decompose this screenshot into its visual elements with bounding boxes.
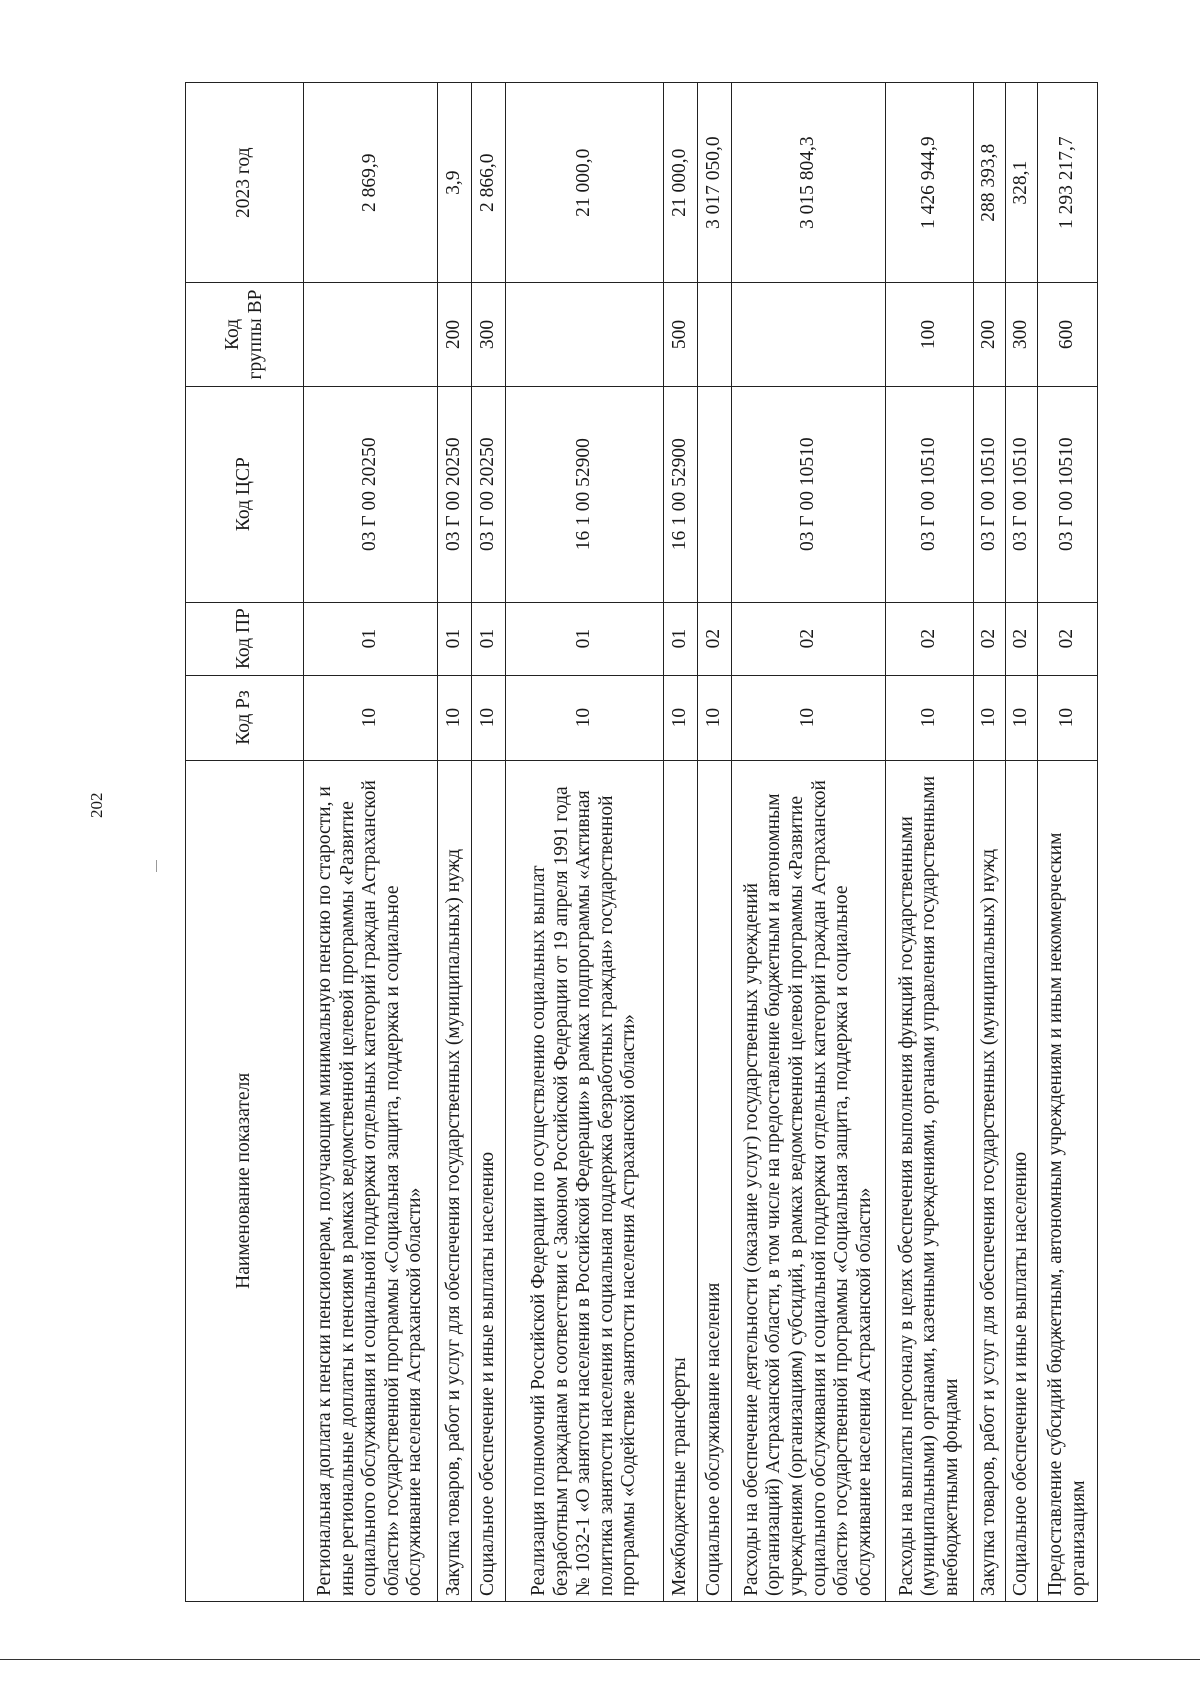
- table-row: [506, 83, 664, 1602]
- table-header-row: [186, 83, 304, 1602]
- row-csr: 16 1 00 52900: [506, 386, 664, 602]
- table-row: [698, 83, 732, 1602]
- header-csr: Код ЦСР: [186, 386, 304, 602]
- row-csr: 03 Г 00 20250: [438, 386, 472, 602]
- row-amount: 328,1: [1006, 83, 1038, 283]
- row-vr: [304, 283, 438, 386]
- table-row: [304, 83, 438, 1602]
- row-pr: 01: [664, 602, 698, 675]
- row-rz: 10: [886, 675, 974, 760]
- row-pr: 02: [974, 602, 1006, 675]
- row-pr: 02: [886, 602, 974, 675]
- row-rz: 10: [1006, 675, 1038, 760]
- table-row: [1006, 83, 1038, 1602]
- row-name: Межбюджетные трансферты: [664, 760, 698, 1601]
- row-amount: 1 426 944,9: [886, 83, 974, 283]
- row-amount: 21 000,0: [664, 83, 698, 283]
- row-vr: 300: [1006, 283, 1038, 386]
- table-row: [472, 83, 506, 1602]
- row-vr: 300: [472, 283, 506, 386]
- row-amount: 288 393,8: [974, 83, 1006, 283]
- row-pr: 01: [506, 602, 664, 675]
- header-pr: Код ПР: [186, 602, 304, 675]
- table-row: [1038, 83, 1098, 1602]
- row-csr: 03 Г 00 10510: [974, 386, 1006, 602]
- row-pr: 01: [472, 602, 506, 675]
- table-row: [438, 83, 472, 1602]
- page-number: 202: [87, 792, 106, 818]
- row-csr: 03 Г 00 20250: [472, 386, 506, 602]
- row-pr: 01: [304, 602, 438, 675]
- row-name: Социальное обеспечение и иные выплаты населению: [1006, 760, 1038, 1601]
- header-name: Наименование показателя: [186, 760, 304, 1601]
- row-amount: 1 293 217,7: [1038, 83, 1098, 283]
- row-amount: 2 869,9: [304, 83, 438, 283]
- row-rz: 10: [1038, 675, 1098, 760]
- row-name: Предоставление субсидий бюджетным, автономным учреждениям и иным некоммерческим организациям: [1038, 760, 1098, 1601]
- bottom-rule: [0, 1659, 1200, 1660]
- row-vr: 600: [1038, 283, 1098, 386]
- row-pr: 01: [438, 602, 472, 675]
- row-rz: 10: [438, 675, 472, 760]
- row-amount: 2 866,0: [472, 83, 506, 283]
- row-rz: 10: [732, 675, 886, 760]
- row-rz: 10: [506, 675, 664, 760]
- budget-table-rotated: [185, 82, 1089, 1602]
- row-csr: 03 Г 00 10510: [732, 386, 886, 602]
- row-csr: 03 Г 00 10510: [886, 386, 974, 602]
- row-name: Социальное обслуживание населения: [698, 760, 732, 1601]
- header-vr: Код группы ВР: [186, 283, 304, 386]
- row-vr: [698, 283, 732, 386]
- row-name: Закупка товаров, работ и услуг для обеспечения государственных (муниципальных) нужд: [974, 760, 1006, 1601]
- row-name: Расходы на обеспечение деятельности (оказание услуг) государственных учреждений (организаций) Астраханской области, в том числе на предоставление бюджетным и автономным учреждениям (организациям) субсидий, в рамках ведомственной целевой программы «Развитие социального обслуживания и социальной поддержки отдельных категорий граждан Астраханской области» государственной программы «Социальная защита, поддержка и социальное обслуживание населения Астраханской области»: [732, 760, 886, 1601]
- budget-table: [185, 82, 1098, 1602]
- row-vr: 200: [974, 283, 1006, 386]
- row-amount: 3 015 804,3: [732, 83, 886, 283]
- row-amount: 3,9: [438, 83, 472, 283]
- header-year: 2023 год: [186, 83, 304, 283]
- row-vr: 500: [664, 283, 698, 386]
- table-row: [974, 83, 1006, 1602]
- row-vr: 200: [438, 283, 472, 386]
- row-csr: 03 Г 00 10510: [1038, 386, 1098, 602]
- row-csr: [698, 386, 732, 602]
- row-pr: 02: [1038, 602, 1098, 675]
- row-pr: 02: [1006, 602, 1038, 675]
- row-pr: 02: [732, 602, 886, 675]
- row-name: Региональная доплата к пенсии пенсионерам, получающим минимальную пенсию по старости, и иные региональные доплаты к пенсиям в рамках ведомственной целевой программы «Развитие социального обслуживания и социальной поддержки отдельных категорий граждан Астраханской области» государственной программы «Социальная защита, поддержка и социальное обслуживание населения Астраханской области»: [304, 760, 438, 1601]
- row-vr: [732, 283, 886, 386]
- row-csr: 16 1 00 52900: [664, 386, 698, 602]
- row-name: Расходы на выплаты персоналу в целях обеспечения выполнения функций государственными (муниципальными) органами, казенными учреждениями, органами управления государственными внебюджетными фондами: [886, 760, 974, 1601]
- row-vr: [506, 283, 664, 386]
- row-amount: 3 017 050,0: [698, 83, 732, 283]
- table-row: [886, 83, 974, 1602]
- row-name: Закупка товаров, работ и услуг для обеспечения государственных (муниципальных) нужд: [438, 760, 472, 1601]
- row-rz: 10: [974, 675, 1006, 760]
- row-vr: 100: [886, 283, 974, 386]
- row-amount: 21 000,0: [506, 83, 664, 283]
- row-pr: 02: [698, 602, 732, 675]
- table-row: [664, 83, 698, 1602]
- header-rz: Код Рз: [186, 675, 304, 760]
- table-row: [732, 83, 886, 1602]
- margin-tick: [156, 860, 157, 872]
- row-rz: 10: [698, 675, 732, 760]
- row-rz: 10: [664, 675, 698, 760]
- row-name: Реализация полномочий Российской Федерации по осуществлению социальных выплат безработным гражданам в соответствии с Законом Российской Федерации от 19 апреля 1991 года № 1032-1 «О занятости населения в Российской Федерации» в рамках подпрограммы «Активная политика занятости населения и социальная поддержка безработных граждан» государственной программы «Содействие занятости населения Астраханской области»: [506, 760, 664, 1601]
- row-csr: 03 Г 00 10510: [1006, 386, 1038, 602]
- row-name: Социальное обеспечение и иные выплаты населению: [472, 760, 506, 1601]
- row-rz: 10: [472, 675, 506, 760]
- row-csr: 03 Г 00 20250: [304, 386, 438, 602]
- row-rz: 10: [304, 675, 438, 760]
